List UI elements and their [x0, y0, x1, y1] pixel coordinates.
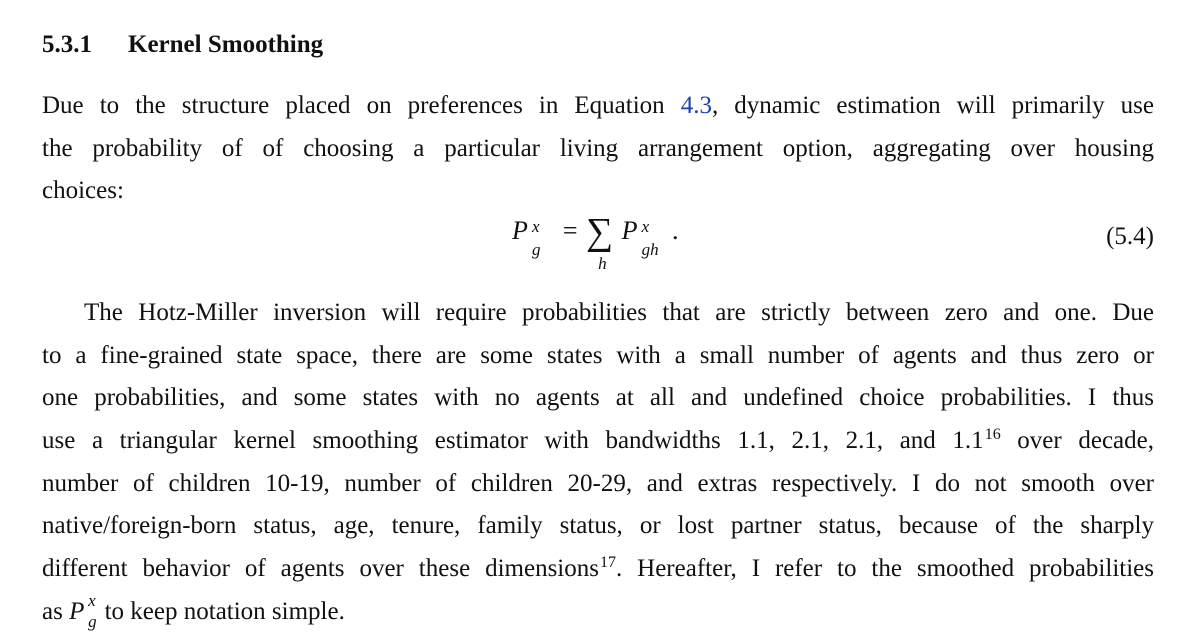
equation-5-4	[42, 210, 1154, 290]
paragraph-1-line-3: choices:	[42, 177, 124, 205]
section-title: Kernel Smoothing	[128, 31, 324, 58]
text-span: use a triangular kernel smoothing estimator with bandwidths 1.1, 2.1, 2.1, and 1.1	[42, 427, 984, 455]
equation-body	[512, 210, 679, 273]
section-number: 5.3.1	[42, 31, 92, 58]
footnote-16-marker[interactable]: 16	[984, 426, 1001, 444]
lhs-term	[512, 216, 541, 259]
text-span: as	[42, 597, 70, 625]
text-span: Due to the structure placed on preferences in Equation	[42, 92, 681, 119]
paragraph-1-line-2: the probability of of choosing a particular living arrangement option, aggregating over housing	[42, 134, 1154, 162]
inline-math-pgx	[69, 590, 97, 634]
footnote-17-marker[interactable]: 17	[599, 554, 616, 572]
equation-number: (5.4)	[1106, 223, 1154, 250]
paragraph-2-line-1: The Hotz-Miller inversion will require probabilities that are strictly between zero and one. Due	[84, 299, 1154, 326]
summation-index: h	[598, 254, 607, 273]
summation-operator	[586, 210, 614, 273]
paragraph-1-line-1	[42, 85, 1154, 128]
equation-period: .	[672, 216, 679, 245]
paragraph-2-line-3: one probabilities, and some states with no agents at all and undefined choice probabilities. I thus	[42, 384, 1154, 412]
paragraph-2-line-5: number of children 10-19, number of children 20-29, and extras respectively. I do not smooth over	[42, 469, 1154, 497]
paragraph-2-line-8	[42, 591, 1154, 634]
paragraph-2	[42, 292, 1154, 634]
text-span: . Hereafter, I refer to the smoothed probabilities	[615, 555, 1154, 583]
equals-sign: =	[562, 216, 578, 245]
equation-reference-link[interactable]: 4.3	[680, 92, 712, 119]
text-span: over decade,	[1000, 427, 1154, 455]
paragraph-1	[42, 85, 1154, 213]
paragraph-2-line-4	[42, 420, 1154, 463]
section-heading	[42, 28, 323, 62]
rhs-symbol: P	[621, 216, 638, 245]
lhs-symbol: P	[512, 216, 528, 245]
inline-math-subscript: g	[88, 611, 97, 631]
paragraph-2-line-7	[42, 548, 1154, 591]
lhs-superscript: x	[532, 217, 540, 236]
paragraph-2-line-2: to a fine-grained state space, there are some states with a small number of agents and thus zero or	[42, 341, 1154, 369]
rhs-superscript: x	[641, 217, 650, 236]
paragraph-2-line-6: native/foreign-born status, age, tenure, family status, or lost partner status, because of the sharply	[42, 512, 1154, 540]
summation-symbol: ∑	[586, 211, 614, 253]
text-span: , dynamic estimation will primarily use	[711, 92, 1154, 119]
inline-math-superscript: x	[88, 590, 96, 610]
rhs-subscript: gh	[641, 240, 659, 259]
text-span: different behavior of agents over these dimensions	[42, 555, 599, 583]
lhs-subscript: g	[532, 240, 541, 259]
rhs-term	[621, 216, 659, 259]
inline-math-symbol: P	[69, 597, 85, 625]
text-span: to keep notation simple.	[98, 597, 345, 625]
